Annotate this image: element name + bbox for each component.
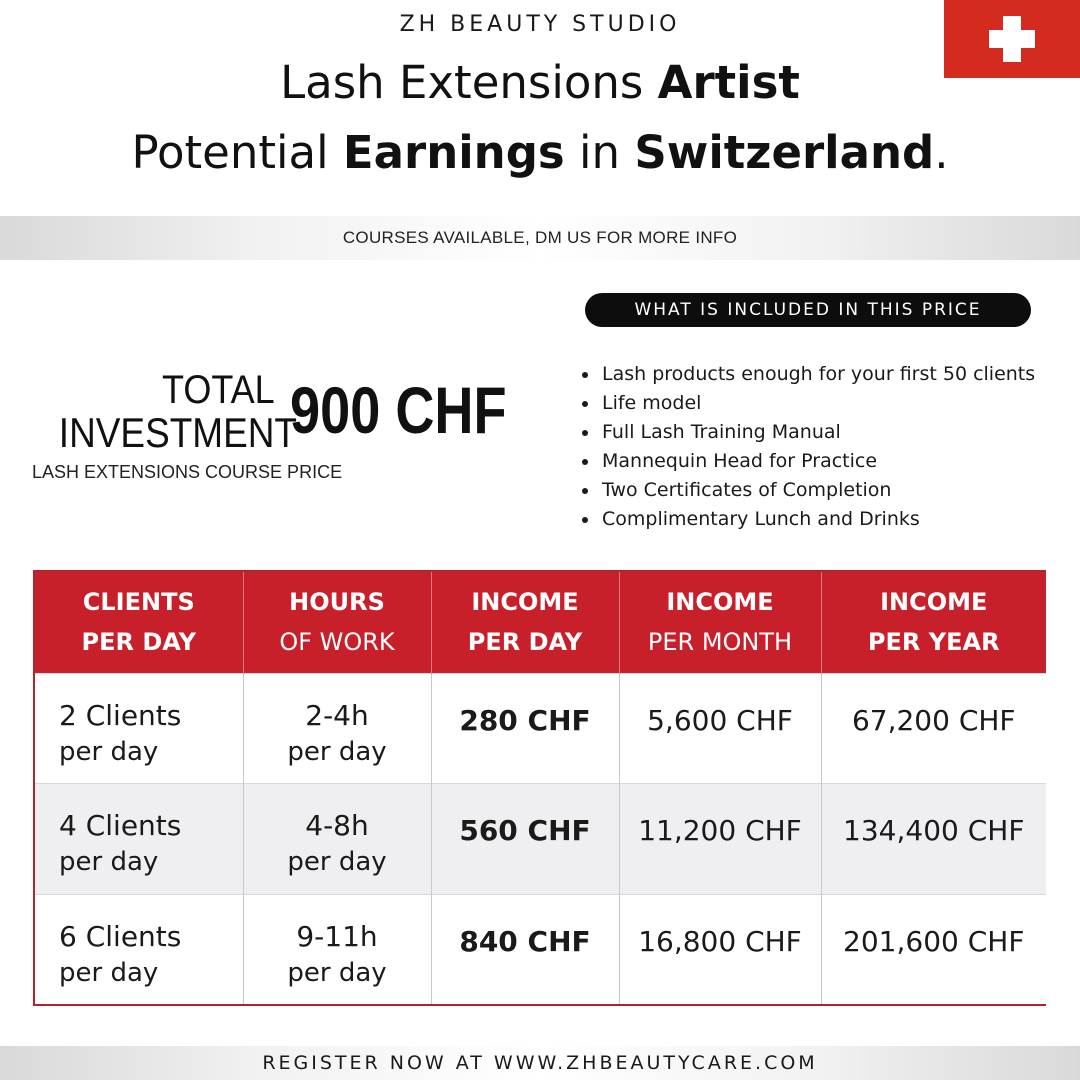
headline-bold-artist: Artist: [657, 56, 800, 109]
investment-label: INVESTMENT: [58, 409, 298, 456]
list-item: [580, 476, 1070, 505]
list-item-text: Life model: [602, 392, 702, 414]
header-clients-per-day: CLIENTS PER DAY: [35, 572, 243, 673]
course-price: 900 CHF: [290, 373, 507, 447]
table-row: [35, 894, 1046, 1004]
cell-income-month: 11,200 CHF: [619, 784, 821, 895]
headline-line-1: [0, 56, 1080, 109]
course-price-label: LASH EXTENSIONS COURSE PRICE: [32, 462, 343, 482]
bullet-icon: [582, 517, 588, 523]
headline-bold-earnings: Earnings: [342, 126, 565, 179]
cell-income-month: 16,800 CHF: [619, 894, 821, 1004]
list-item: [580, 360, 1070, 389]
list-item-text: Full Lash Training Manual: [602, 421, 841, 443]
table-row: [35, 673, 1046, 784]
headline-text: Potential: [131, 126, 343, 179]
included-title-pill: WHAT IS INCLUDED IN THIS PRICE: [585, 293, 1031, 327]
list-item-text: Lash products enough for your first 50 clients: [602, 363, 1036, 385]
table-row: [35, 784, 1046, 895]
cell-income-day: 280 CHF: [431, 673, 619, 784]
included-list: [580, 360, 1070, 534]
header-income-per-month: INCOME PER MONTH: [619, 572, 821, 673]
cell-hours: 9-11h per day: [243, 894, 431, 1004]
bullet-icon: [582, 430, 588, 436]
header-income-per-year: INCOME PER YEAR: [821, 572, 1046, 673]
earnings-table-grid: [35, 572, 1046, 1004]
cell-income-month: 5,600 CHF: [619, 673, 821, 784]
cell-hours: 2-4h per day: [243, 673, 431, 784]
list-item: [580, 418, 1070, 447]
cell-clients: 4 Clients per day: [35, 784, 243, 895]
courses-banner: COURSES AVAILABLE, DM US FOR MORE INFO: [0, 216, 1080, 260]
list-item: [580, 389, 1070, 418]
cell-income-year: 134,400 CHF: [821, 784, 1046, 895]
register-footer: REGISTER NOW AT WWW.ZHBEAUTYCARE.COM: [0, 1046, 1080, 1080]
flag-cross-horizontal: [989, 30, 1035, 48]
total-label: TOTAL: [162, 368, 275, 412]
cell-income-day: 560 CHF: [431, 784, 619, 895]
cell-hours: 4-8h per day: [243, 784, 431, 895]
headline-period: .: [934, 126, 949, 179]
list-item-text: Mannequin Head for Practice: [602, 450, 878, 472]
headline-bold-switzerland: Switzerland: [634, 126, 935, 179]
bullet-icon: [582, 401, 588, 407]
table-header-row: [35, 572, 1046, 673]
bullet-icon: [582, 372, 588, 378]
headline-line-2: [0, 126, 1080, 179]
list-item: [580, 447, 1070, 476]
cell-clients: 6 Clients per day: [35, 894, 243, 1004]
cell-income-year: 67,200 CHF: [821, 673, 1046, 784]
list-item: [580, 505, 1070, 534]
headline-text: in: [564, 126, 635, 179]
cell-income-year: 201,600 CHF: [821, 894, 1046, 1004]
brand-name: ZH BEAUTY STUDIO: [399, 12, 681, 37]
cell-income-day: 840 CHF: [431, 894, 619, 1004]
bullet-icon: [582, 488, 588, 494]
header-income-per-day: INCOME PER DAY: [431, 572, 619, 673]
earnings-table: [33, 570, 1046, 1006]
header-hours-of-work: HOURS OF WORK: [243, 572, 431, 673]
list-item-text: Complimentary Lunch and Drinks: [602, 508, 920, 530]
cell-clients: 2 Clients per day: [35, 673, 243, 784]
bullet-icon: [582, 459, 588, 465]
list-item-text: Two Certificates of Completion: [602, 479, 892, 501]
headline-text: Lash Extensions: [280, 56, 658, 109]
